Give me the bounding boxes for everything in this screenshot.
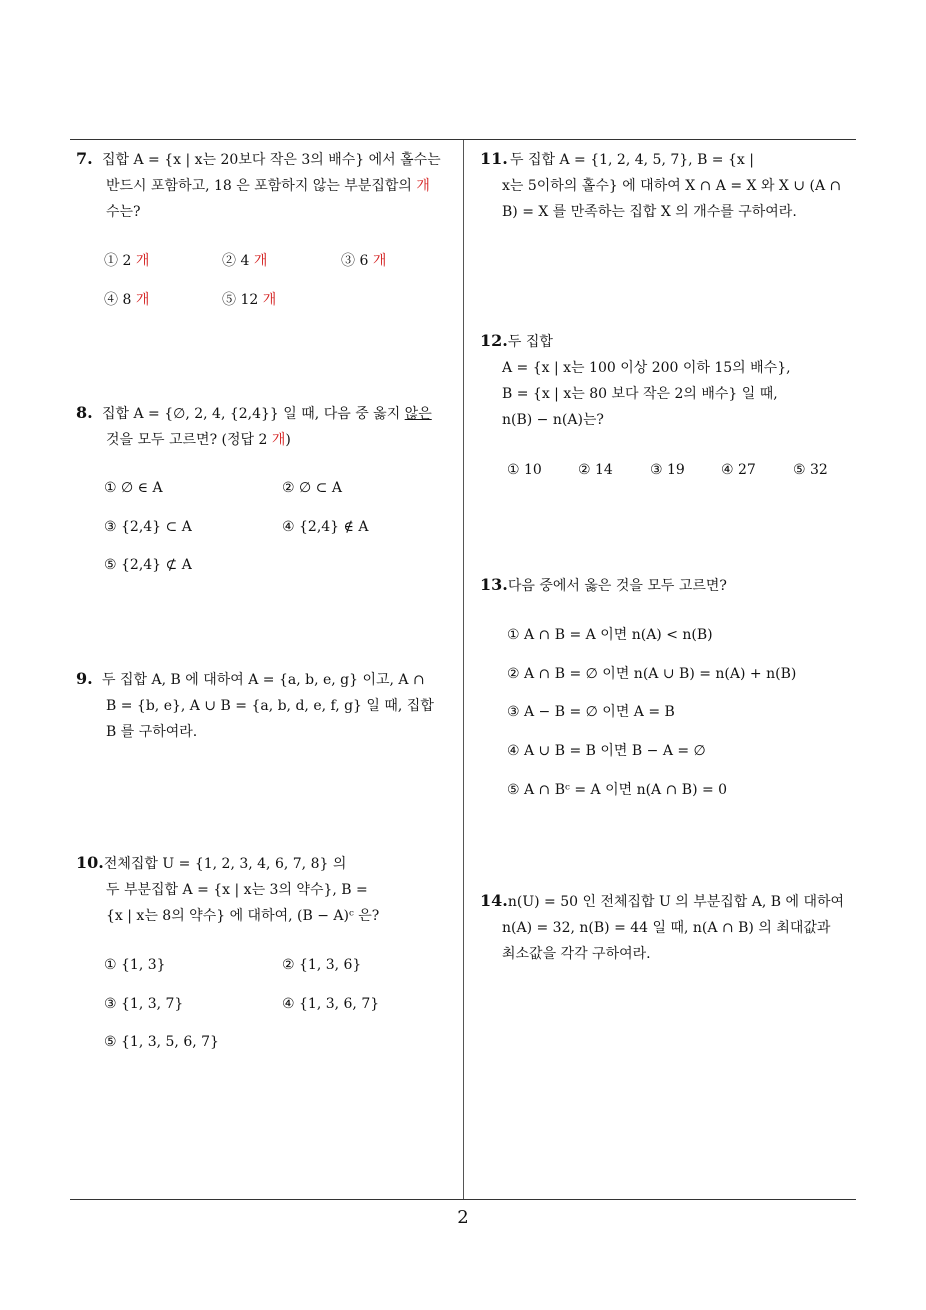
question-11: 11. 두 집합 A = {1, 2, 4, 5, 7}, B = {x | x는 5이하의 홀수} 에 대하여 X ∩ A = X 와 X ∪ (A ∩ B) = X 를 만족하는 집합 X 의 개수를 구하여라. xyxy=(480,146,860,225)
choice-4[interactable]: ④ {1, 3, 6, 7} xyxy=(282,996,380,1012)
question-number: 13. xyxy=(480,575,508,594)
choice-3[interactable]: ③ 19 xyxy=(650,462,685,478)
question-number: 14. xyxy=(480,891,508,910)
question-number: 7. xyxy=(76,149,93,168)
question-text-line: 반드시 포함하고, 18 은 포함하지 않는 부분집합의 xyxy=(106,178,417,194)
question-8: 8. 집합 A = {∅, 2, 4, {2,4}} 일 때, 다음 중 옳지 않은 것을 모두 고르면? (정답 2 개) xyxy=(76,400,456,453)
choice-1[interactable]: ① {1, 3} xyxy=(104,957,166,973)
choice-2[interactable]: ② ∅ ⊂ A xyxy=(282,480,342,496)
choice-3[interactable]: ③ 6 개 xyxy=(341,253,387,269)
choice-4[interactable]: ④ 27 xyxy=(721,462,756,478)
choice-1[interactable]: ① 10 xyxy=(507,462,542,478)
choice-3[interactable]: ③ {1, 3, 7} xyxy=(104,996,184,1012)
question-text-line: 집합 A = {x | x는 20보다 작은 3의 배수} 에서 홀수는 xyxy=(102,152,441,168)
choice-1[interactable]: ① A ∩ B = A 이면 n(A) < n(B) xyxy=(507,627,713,643)
underlined-word: 않은 xyxy=(404,406,432,422)
choice-5[interactable]: ⑤ A ∩ Bᶜ = A 이면 n(A ∩ B) = 0 xyxy=(507,782,728,798)
question-number: 8. xyxy=(76,403,93,422)
question-7 xyxy=(76,146,456,225)
highlighted-word: 개 xyxy=(416,178,430,194)
bottom-rule xyxy=(70,1199,856,1200)
choice-5[interactable]: ⑤ {1, 3, 5, 6, 7} xyxy=(104,1034,219,1050)
question-14: 14.n(U) = 50 인 전체집합 U 의 부분집합 A, B 에 대하여 n(A) = 32, n(B) = 44 일 때, n(A ∩ B) 의 최대값과 최소값을 각각 구하여라. xyxy=(480,888,860,967)
choice-3[interactable]: ③ {2,4} ⊂ A xyxy=(104,519,192,535)
choice-2[interactable]: ② 14 xyxy=(578,462,613,478)
question-number: 12. xyxy=(480,331,508,350)
question-number: 10. xyxy=(76,853,104,872)
question-13: 13.다음 중에서 옳은 것을 모두 고르면? xyxy=(480,572,860,599)
question-number: 11. xyxy=(480,149,508,168)
page-number: 2 xyxy=(457,1207,469,1228)
choice-4[interactable]: ④ A ∪ B = B 이면 B − A = ∅ xyxy=(507,743,706,759)
choice-3[interactable]: ③ A − B = ∅ 이면 A = B xyxy=(507,704,675,720)
question-9: 9. 두 집합 A, B 에 대하여 A = {a, b, e, g} 이고, A ∩ B = {b, e}, A ∪ B = {a, b, d, e, f, g} 일 때, 집합 B 를 구하여라. xyxy=(76,666,456,745)
choice-5[interactable]: ⑤ {2,4} ⊄ A xyxy=(104,557,192,573)
column-divider xyxy=(463,140,464,1200)
choice-2[interactable]: ② 4 개 xyxy=(222,253,268,269)
choice-1[interactable]: ① 2 개 xyxy=(104,253,150,269)
choice-5[interactable]: ⑤ 12 개 xyxy=(222,292,277,308)
choice-4[interactable]: ④ {2,4} ∉ A xyxy=(282,519,369,535)
highlighted-word: 개 xyxy=(271,432,286,448)
choice-4[interactable]: ④ 8 개 xyxy=(104,292,150,308)
question-number: 9. xyxy=(76,669,93,688)
choice-2[interactable]: ② A ∩ B = ∅ 이면 n(A ∪ B) = n(A) + n(B) xyxy=(507,666,797,682)
question-10: 10.전체집합 U = {1, 2, 3, 4, 6, 7, 8} 의 두 부분집합 A = {x | x는 3의 약수}, B = {x | x는 8의 약수} 에 대하여, (B − A)ᶜ 은? xyxy=(76,850,456,929)
choice-5[interactable]: ⑤ 32 xyxy=(793,462,828,478)
choice-2[interactable]: ② {1, 3, 6} xyxy=(282,957,362,973)
question-text-line: 수는? xyxy=(106,204,141,220)
question-12: 12.두 집합 A = {x | x는 100 이상 200 이하 15의 배수}, B = {x | x는 80 보다 작은 2의 배수} 일 때, n(B) − n(A)는? xyxy=(480,328,860,433)
choice-1[interactable]: ① ∅ ∈ A xyxy=(104,480,163,496)
